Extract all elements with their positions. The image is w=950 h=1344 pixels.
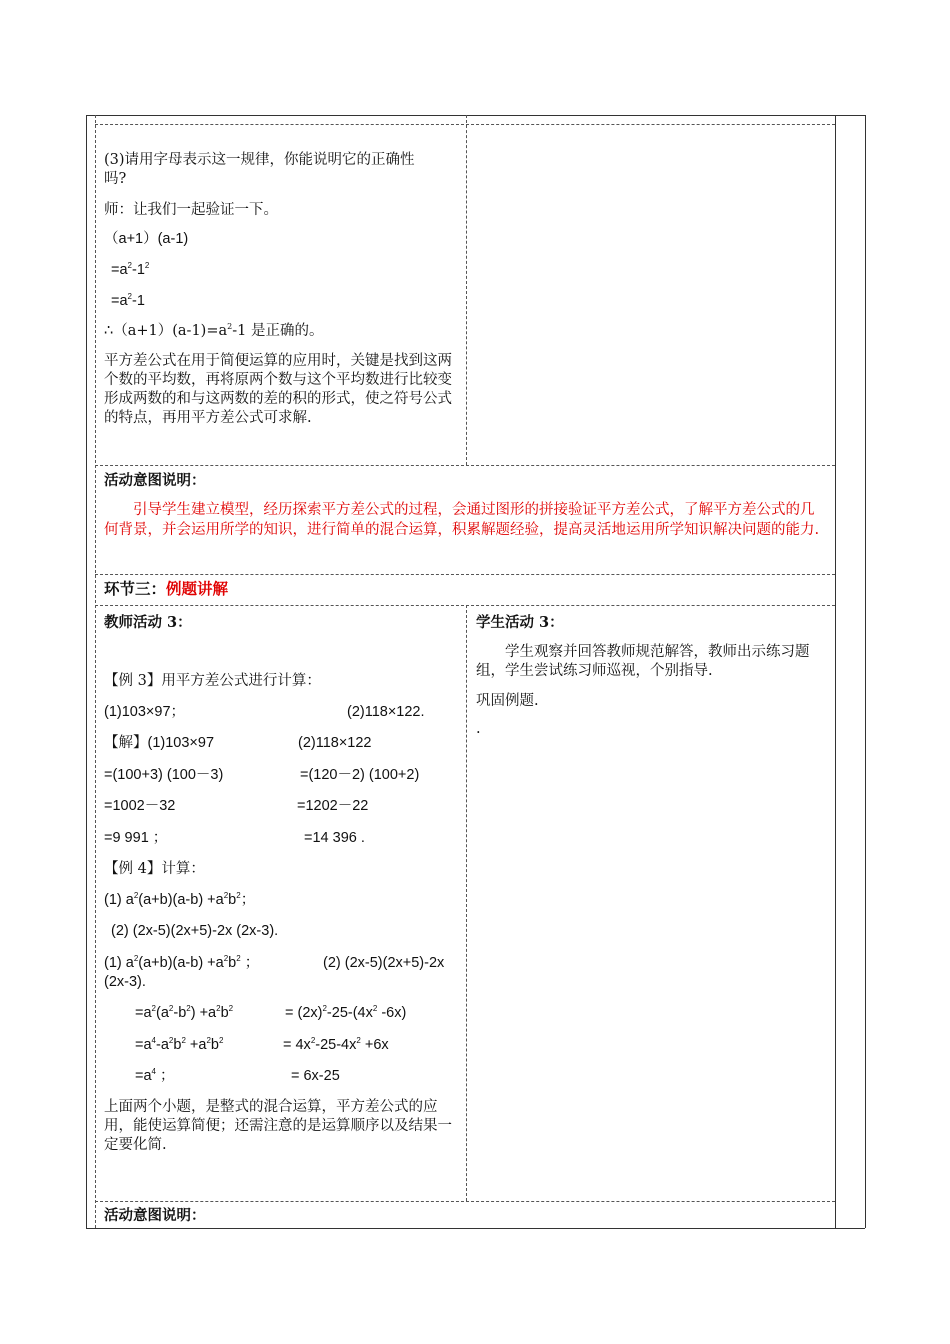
- teacher-activity-heading: 教师活动 3：: [104, 614, 192, 631]
- answer-line-3-right: = $4x^2-25-4x^2 +6x$: [283, 1036, 389, 1053]
- table-right-border: [865, 115, 866, 1228]
- answer-line-1-wrap: (2x-3).: [104, 974, 146, 990]
- student-activity-text: 学生观察并回答教师规范解答，教师出示练习题组，学生尝试练习师巡视，个别指导.: [476, 644, 810, 679]
- answer-line-1-right: (2) (2x-5)(2x+5)-2x: [323, 955, 445, 971]
- example-4-question-1: (1) $a^2(a+b)(a-b) +a^2b^2$；: [104, 891, 256, 908]
- teacher-say: 师：让我们一起验证一下。: [104, 202, 278, 218]
- conclusion: $\therefore(a+1)(a-1)=a^2-1$ 是正确的。: [104, 322, 324, 339]
- top-inner-dashed-border: [95, 124, 835, 125]
- answer-line-4-right: = 6x-25: [291, 1068, 340, 1084]
- example-3-question-2: (2)118×122.: [347, 704, 425, 720]
- student-consolidate: 巩固例题.: [476, 693, 539, 709]
- solution-line-1a: 【解】(1)103×97: [104, 735, 215, 751]
- example-3-question-1: (1)103×97；: [104, 704, 186, 720]
- row-divider-3: [95, 605, 835, 606]
- solution-line-2b: =(120－2) (100+2): [300, 767, 420, 783]
- example-3-title: 【例 3】用平方差公式进行计算：: [104, 673, 321, 689]
- answer-line-1-left: (1) $a^2(a+b)(a-b) +a^2b^2$ ；: [104, 954, 260, 971]
- column-divider-bottom: [466, 605, 467, 1201]
- student-activity-heading: 学生活动 3：: [476, 614, 564, 631]
- q3-line-1: (3)请用字母表示这一规律，你能说明它的正确性: [104, 152, 415, 168]
- solution-line-1b: (2)118×122: [298, 735, 372, 751]
- table-inner-right-column: [835, 115, 836, 1228]
- solution-line-4a: =9 991 ；: [104, 830, 168, 846]
- table-left-border: [86, 115, 87, 1228]
- table-top-border: [86, 115, 865, 116]
- solution-line-3a: =1002－32: [104, 798, 176, 814]
- answer-line-4-left: $=a^4$ ；: [135, 1067, 175, 1084]
- summary-paragraph: 平方差公式在用于简便运算的应用时，关键是找到这两个数的平均数，再将原两个数与这个平均数进行比较变形成两数的和与这两数的差的积的形式，使之符号公式的特点，再用平方差公式可求解.: [104, 353, 452, 426]
- example-4-title: 【例 4】计算：: [104, 861, 205, 877]
- section-heading: 环节三：例题讲解: [104, 579, 229, 598]
- intent-heading-2: 活动意图说明：: [104, 1207, 206, 1224]
- q3-line-2: 吗?: [104, 171, 127, 187]
- intent-heading-1: 活动意图说明：: [104, 472, 206, 489]
- row-divider-1: [95, 465, 835, 466]
- example-4-question-2: (2) (2x-5)(2x+5)-2x (2x-3).: [111, 923, 279, 939]
- answer-line-2-left: $=a^2(a^2-b^2) +a^2b^2$: [135, 1004, 234, 1021]
- answer-line-3-left: $=a^4-a^2b^2 +a^2b^2$: [135, 1036, 224, 1053]
- answer-line-2-right: = $(2x)^2-25-(4x^2$ -6x): [285, 1004, 407, 1021]
- equation-3: $=a^2-1$: [111, 292, 145, 309]
- row-divider-4: [95, 1201, 835, 1202]
- table-bottom-border: [86, 1228, 865, 1229]
- solution-line-3b: =1202－22: [297, 798, 369, 814]
- teacher-summary: 上面两个小题，是整式的混合运算，平方差公式的应用，能使运算简便；还需注意的是运算顺序以及结果一定要化简.: [104, 1099, 452, 1153]
- intent-text-1: 引导学生建立模型，经历探索平方差公式的过程，会通过图形的拼接验证平方差公式，了解平方差公式的几何背景，并会运用所学的知识，进行简单的混合运算，积累解题经验，提高灵活地运用所学知识解决问题的能力.: [104, 502, 820, 538]
- row-divider-2: [95, 574, 835, 575]
- solution-line-2a: =(100+3) (100－3): [104, 767, 224, 783]
- inner-left-dashed-border: [95, 115, 96, 1228]
- equation-1: （a+1）(a-1): [104, 231, 189, 247]
- solution-line-4b: =14 396 .: [304, 830, 365, 846]
- equation-2: $=a^2-1^2$: [111, 261, 150, 278]
- column-divider-top: [466, 115, 467, 465]
- student-dot: .: [476, 721, 481, 737]
